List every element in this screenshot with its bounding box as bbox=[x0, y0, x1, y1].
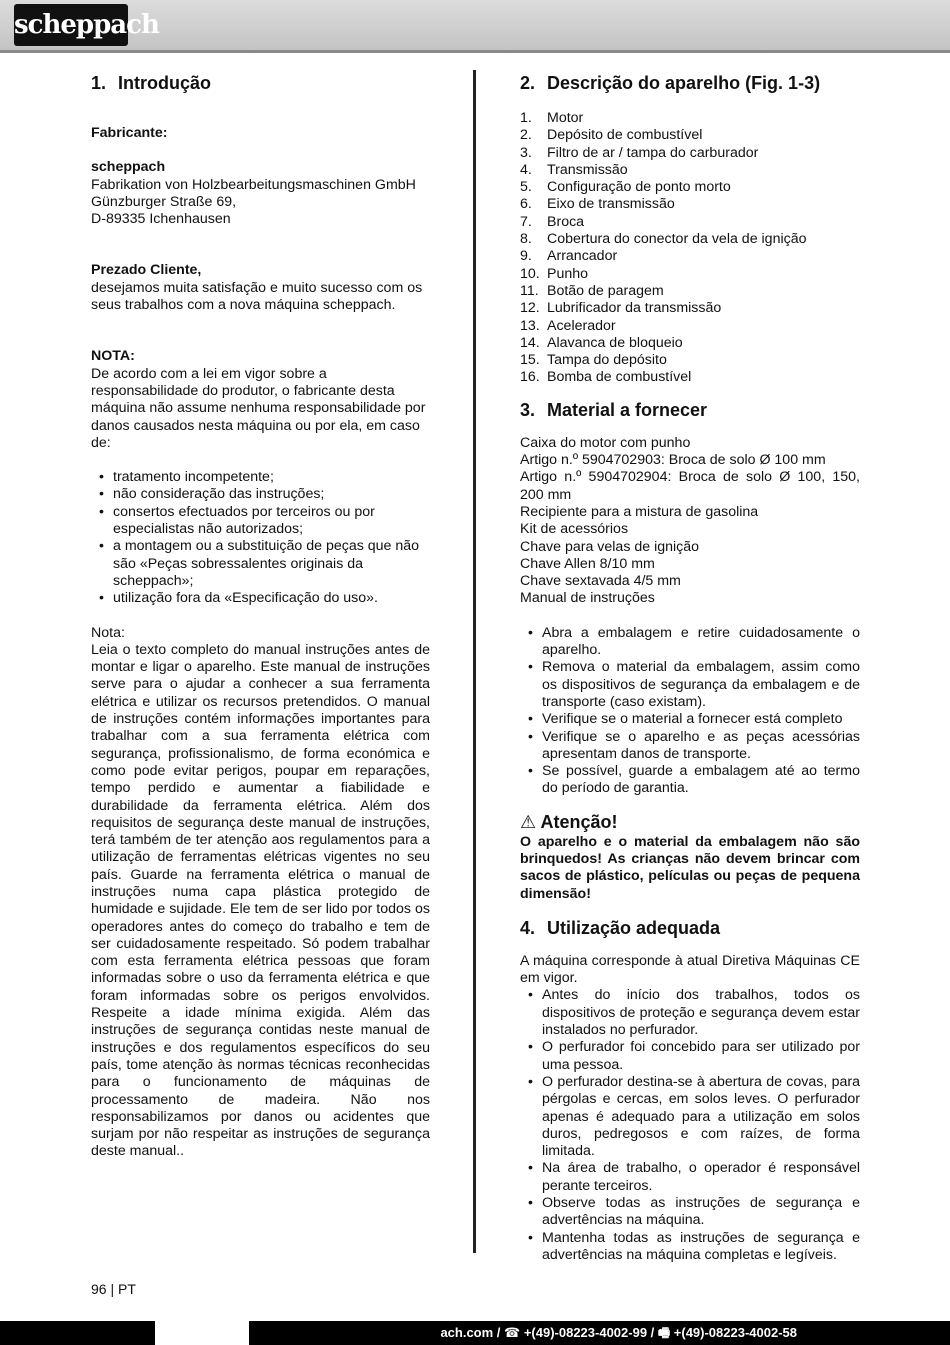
nota-list bbox=[91, 469, 430, 607]
list-item: 13. Acelerador bbox=[520, 317, 616, 334]
list-item: • Verifique se o aparelho e as peças acessórias apresentam danos de transporte. bbox=[520, 729, 860, 764]
list-item: 16. Bomba de combustível bbox=[520, 369, 692, 386]
list-item: 1. Motor bbox=[520, 110, 584, 126]
footer-white-block bbox=[155, 1321, 249, 1345]
list-item: • O perfurador destina-se à abertura de covas, para pérgolas e cercas, em solos leves. O perfurador apenas é adequado para a utilização em solos duros, pedregosos e com raízes, de forma limitada. bbox=[520, 1074, 860, 1160]
footer-contact: ach.com / ☎ +(49)-08223-4002-99 / 🖷 +(49)-08223-4002-58 bbox=[440, 1325, 797, 1340]
address-line: Fabrikation von Holzbearbeitungsmaschinen GmbH bbox=[91, 176, 416, 193]
list-item: 12. Lubrificador da transmissão bbox=[520, 300, 722, 317]
greeting-text: desejamos muita satisfação e muito sucesso com os seus trabalhos com a nova máquina scheppach. bbox=[91, 279, 423, 314]
list-item: • O perfurador foi concebido para ser utilizado por uma pessoa. bbox=[520, 1039, 860, 1074]
column-divider bbox=[473, 70, 476, 1253]
section-2-heading: 2. Descrição do aparelho (Fig. 1-3) bbox=[520, 73, 821, 93]
list-item: 8. Cobertura do conector da vela de ignição bbox=[520, 231, 807, 248]
list-item: 15. Tampa do depósito bbox=[520, 352, 667, 369]
nota2-label: Nota: bbox=[91, 624, 125, 641]
nota-text: De acordo com a lei em vigor sobre a responsabilidade do produtor, o fabricante desta máquina não assume nenhuma responsabilidade por danos causados nesta máquina ou por ela, em caso de: bbox=[91, 365, 426, 451]
list-item: 3. Filtro de ar / tampa do carburador bbox=[520, 144, 759, 161]
section-3-heading: 3. Material a fornecer bbox=[520, 399, 708, 420]
supply-item: Kit de acessórios bbox=[520, 521, 629, 538]
left-column bbox=[91, 70, 430, 1161]
manufacturer-label: Fabricante: bbox=[91, 125, 168, 141]
supply-item: Caixa do motor com punho bbox=[520, 434, 691, 451]
usage-intro: A máquina corresponde à atual Diretiva Máquinas CE em vigor. bbox=[520, 952, 860, 987]
supply-item: Artigo n.º 5904702904: Broca de solo Ø 100, 150, 200 mm bbox=[520, 469, 860, 503]
list-item: 9. Arrancador bbox=[520, 248, 618, 265]
warning-title: Atenção! bbox=[540, 811, 618, 832]
nota2-text: Leia o texto completo do manual instruções antes de montar e ligar o aparelho. Este manual de instruções serve para o ajudar a conhecer a sua ferramenta elétrica e utilizar os recursos pretendidos. O manual de instruções contém informações importantes para trabalhar com a sua ferramenta elétrica com segurança, profissionalismo, de forma económica e como pode evitar perigos, poupar em reparações, tempo perdido e aumentar a fiabilidade e durabilidade da ferramenta elétrica. Além dos requisitos de segurança deste manual de instruções, terá também de ter atenção aos regulamentos para a utilização de ferramentas elétricas vigentes no seu país. Guarde na ferramenta elétrica o manual de instruções numa capa plástica protegido de humidade e sujidade. Ele tem de ser lido por todos os operadores antes do começo do trabalho e tem de ser cuidadosamente respeitado. Só podem trabalhar com esta ferramenta elétrica pessoas que foram informadas sobre o uso da ferramenta elétrica e que foram informadas sobre os perigos envolvidos. Respeite a idade mínima exigida. Além das instruções de segurança contidas neste manual de instruções e dos regulamentos específicos do seu país, tome atenção às normas técnicas reconhecidas para o funcionamento de máquinas de processamento de madeira. Não nos responsabilizamos por danos ou acidentes que surjam por não respeitar as instruções de segurança deste manual.. bbox=[91, 641, 430, 1160]
list-item: • não consideração das instruções; bbox=[91, 486, 430, 503]
warning-text: O aparelho e o material da embalagem não são brinquedos! As crianças não devem brincar com sacos de plástico, películas ou peças de pequena dimensão! bbox=[520, 833, 860, 902]
list-item: 2. Depósito de combustível bbox=[520, 127, 703, 144]
parts-list bbox=[520, 110, 860, 387]
list-item: • Observe todas as instruções de segurança e advertências na máquina. bbox=[520, 1195, 860, 1230]
page-number: 96 | PT bbox=[91, 1281, 136, 1297]
supply-checklist bbox=[520, 625, 860, 798]
address-line: Günzburger Straße 69, bbox=[91, 193, 237, 210]
usage-list bbox=[520, 987, 860, 1264]
warning-triangle-icon: ⚠ bbox=[520, 811, 537, 832]
supply-item: Chave Allen 8/10 mm bbox=[520, 555, 655, 572]
list-item: • Antes do início dos trabalhos, todos os dispositivos de proteção e segurança devem estar instalados no perfurador. bbox=[520, 987, 860, 1039]
scheppach-logo: scheppach bbox=[14, 4, 128, 46]
supply-item: Artigo n.º 5904702903: Broca de solo Ø 100 mm bbox=[520, 452, 826, 469]
supply-item: Chave sextavada 4/5 mm bbox=[520, 573, 681, 590]
list-item: 5. Configuração de ponto morto bbox=[520, 179, 731, 196]
supply-item: Chave para velas de ignição bbox=[520, 538, 700, 555]
list-item: 4. Transmissão bbox=[520, 161, 628, 178]
list-item: • Abra a embalagem e retire cuidadosamente o aparelho. bbox=[520, 625, 860, 660]
list-item: 14. Alavanca de bloqueio bbox=[520, 334, 683, 351]
list-item: 11. Botão de paragem bbox=[520, 282, 664, 299]
section-1-heading: 1. Introdução bbox=[91, 73, 211, 93]
list-item: • Mantenha todas as instruções de segurança e advertências na máquina completas e legíveis. bbox=[520, 1230, 860, 1265]
right-column bbox=[520, 70, 860, 1264]
list-item: • Se possível, guarde a embalagem até ao termo do período de garantia. bbox=[520, 763, 860, 798]
list-item: • tratamento incompetente; bbox=[91, 469, 430, 486]
list-item: • Remova o material da embalagem, assim como os dispositivos de segurança da embalagem e de transporte (caso existam). bbox=[520, 659, 860, 711]
supply-item: Manual de instruções bbox=[520, 590, 655, 607]
list-item: • Verifique se o material a fornecer está completo bbox=[520, 711, 860, 728]
nota-label: NOTA: bbox=[91, 348, 135, 365]
greeting-title: Prezado Cliente, bbox=[91, 262, 202, 279]
list-item: • utilização fora da «Especificação do uso». bbox=[91, 590, 430, 607]
supply-item: Recipiente para a mistura de gasolina bbox=[520, 503, 759, 520]
list-item: 6. Eixo de transmissão bbox=[520, 196, 675, 213]
list-item: • consertos efectuados por terceiros ou por especialistas não autorizados; bbox=[91, 504, 430, 539]
address-line: D-89335 Ichenhausen bbox=[91, 211, 231, 228]
warning-box bbox=[520, 810, 860, 903]
list-item: • a montagem ou a substituição de peças que não são «Peças sobressalentes originais da scheppach»; bbox=[91, 538, 430, 590]
company-name: scheppach bbox=[91, 159, 166, 176]
footer-bar bbox=[0, 1321, 950, 1345]
list-item: 10. Punho bbox=[520, 265, 589, 282]
section-4-heading: 4. Utilização adequada bbox=[520, 917, 721, 938]
list-item: • Na área de trabalho, o operador é responsável perante terceiros. bbox=[520, 1160, 860, 1195]
header-bar bbox=[0, 0, 950, 53]
list-item: 7. Broca bbox=[520, 213, 585, 230]
